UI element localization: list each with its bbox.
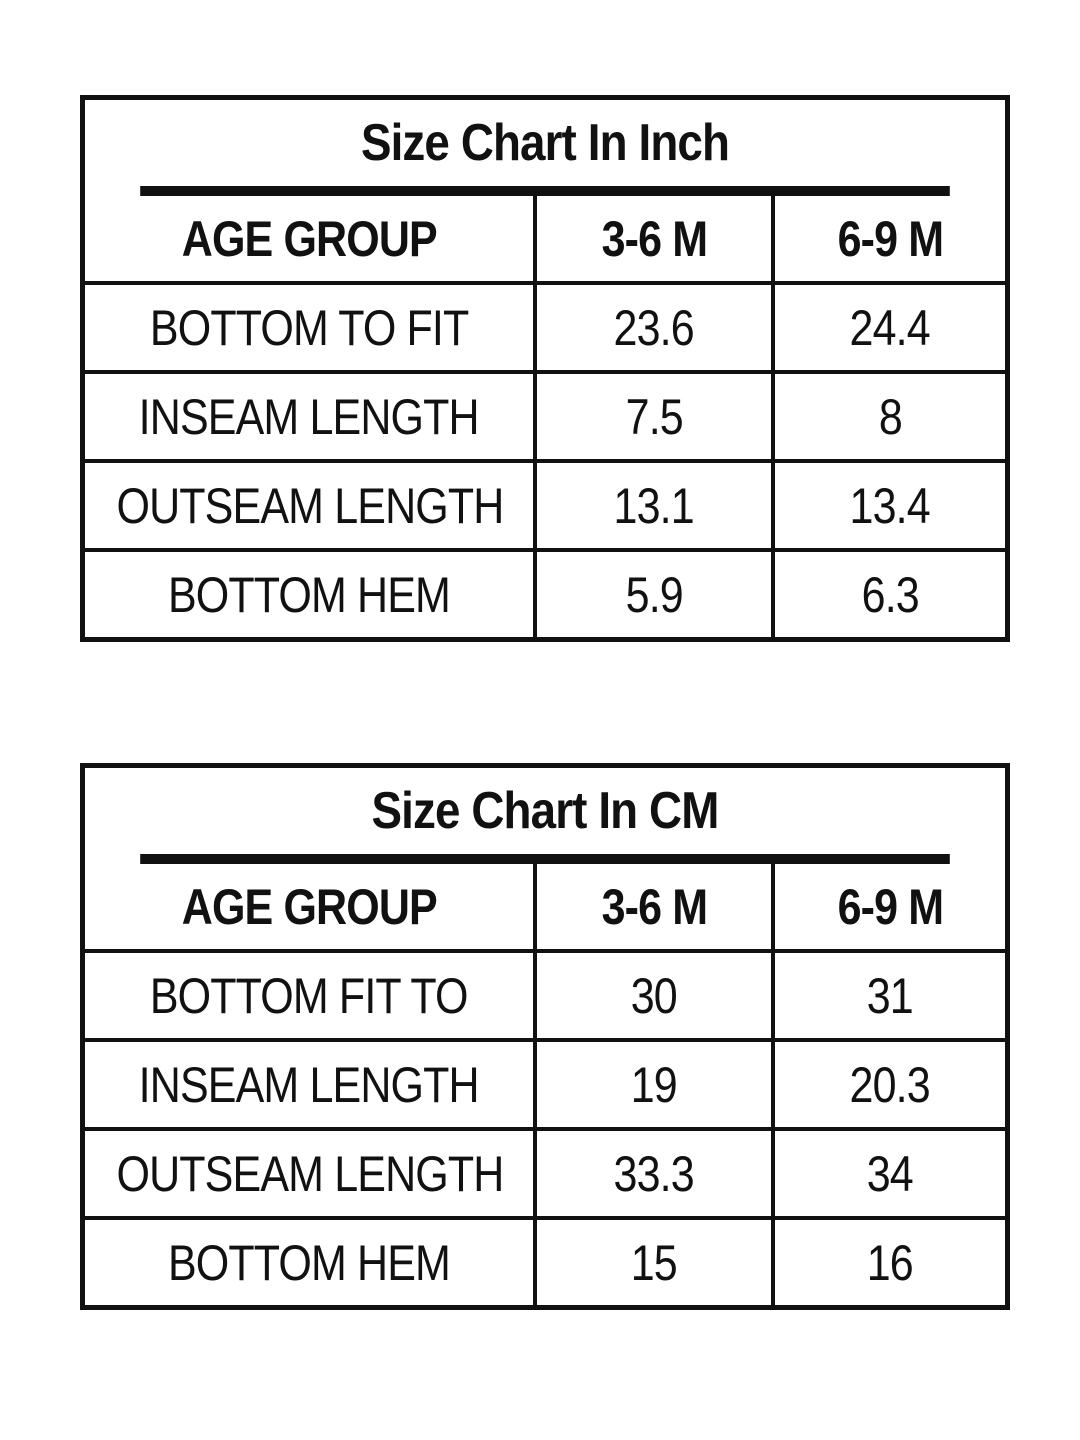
row-label: OUTSEAM LENGTH xyxy=(85,1129,535,1218)
row-label: INSEAM LENGTH xyxy=(85,372,535,461)
table-row xyxy=(85,372,1005,461)
row-label: BOTTOM FIT TO xyxy=(85,951,535,1040)
row-label: BOTTOM HEM xyxy=(85,550,535,637)
table-row xyxy=(85,951,1005,1040)
table-cell: 16 xyxy=(773,1218,1005,1305)
table-cell: 13.4 xyxy=(773,461,1005,550)
table-cell: 8 xyxy=(773,372,1005,461)
table-cell: 13.1 xyxy=(535,461,773,550)
row-label: INSEAM LENGTH xyxy=(85,1040,535,1129)
table-row xyxy=(85,550,1005,637)
table-cell: 19 xyxy=(535,1040,773,1129)
column-header: 3-6 M xyxy=(535,196,773,283)
chart-title: Size Chart In CM xyxy=(140,768,950,864)
size-chart-cm xyxy=(80,763,1010,1310)
table-cell: 24.4 xyxy=(773,283,1005,372)
size-chart-inch xyxy=(80,95,1010,642)
table-cell: 15 xyxy=(535,1218,773,1305)
row-label: BOTTOM TO FIT xyxy=(85,283,535,372)
table-cell: 20.3 xyxy=(773,1040,1005,1129)
chart-title: Size Chart In Inch xyxy=(140,100,950,196)
table-row xyxy=(85,1129,1005,1218)
table-cell: 6.3 xyxy=(773,550,1005,637)
row-label: OUTSEAM LENGTH xyxy=(85,461,535,550)
size-table xyxy=(85,196,1005,637)
column-header: 3-6 M xyxy=(535,864,773,951)
row-label: BOTTOM HEM xyxy=(85,1218,535,1305)
column-header: AGE GROUP xyxy=(85,864,535,951)
table-cell: 34 xyxy=(773,1129,1005,1218)
table-header-row xyxy=(85,196,1005,283)
table-cell: 33.3 xyxy=(535,1129,773,1218)
table-cell: 30 xyxy=(535,951,773,1040)
column-header: AGE GROUP xyxy=(85,196,535,283)
table-row xyxy=(85,283,1005,372)
table-header-row xyxy=(85,864,1005,951)
table-cell: 7.5 xyxy=(535,372,773,461)
table-row xyxy=(85,1040,1005,1129)
table-cell: 31 xyxy=(773,951,1005,1040)
table-cell: 5.9 xyxy=(535,550,773,637)
table-row xyxy=(85,1218,1005,1305)
table-cell: 23.6 xyxy=(535,283,773,372)
table-row xyxy=(85,461,1005,550)
column-header: 6-9 M xyxy=(773,196,1005,283)
column-header: 6-9 M xyxy=(773,864,1005,951)
size-table xyxy=(85,864,1005,1305)
